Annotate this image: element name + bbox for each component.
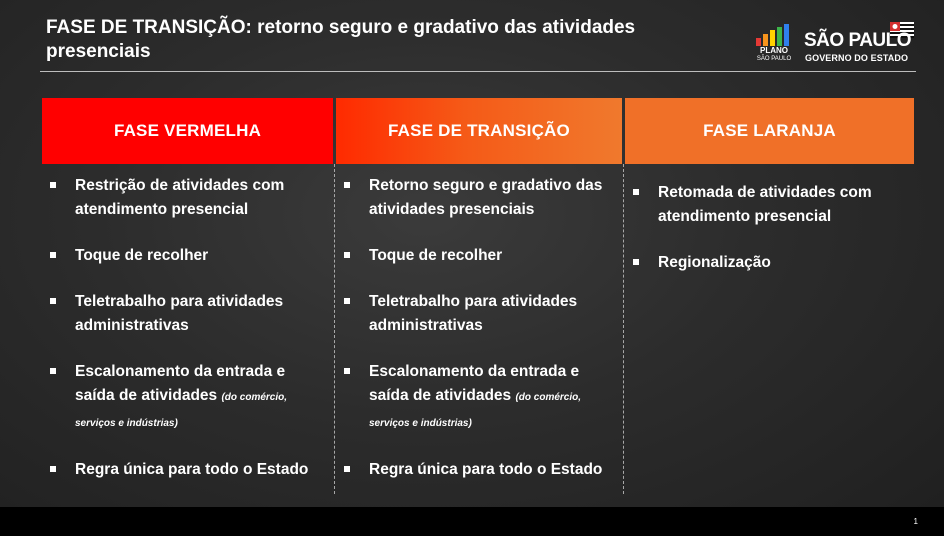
plano-bars-icon bbox=[756, 24, 792, 46]
list-item: Escalonamento da entrada e saída de atividades (do comércio, serviços e indústrias) bbox=[336, 360, 616, 436]
bullet-icon bbox=[633, 259, 639, 265]
header-fase-laranja: FASE LARANJA bbox=[625, 98, 914, 164]
column-divider bbox=[623, 164, 624, 494]
column-divider bbox=[334, 164, 335, 494]
bullet-icon bbox=[50, 368, 56, 374]
bullet-icon bbox=[344, 182, 350, 188]
column-fase-laranja bbox=[625, 98, 914, 494]
column-fase-vermelha bbox=[42, 98, 333, 494]
title-divider bbox=[40, 71, 916, 72]
bullet-icon bbox=[344, 298, 350, 304]
bullet-icon bbox=[344, 466, 350, 472]
bullet-icon bbox=[50, 252, 56, 258]
list-item: Toque de recolher bbox=[42, 244, 322, 268]
list-item: Regra única para todo o Estado bbox=[42, 458, 322, 482]
sp-logo-subtitle: GOVERNO DO ESTADO bbox=[805, 53, 909, 63]
list-item: Toque de recolher bbox=[336, 244, 616, 268]
header-fase-vermelha: FASE VERMELHA bbox=[42, 98, 333, 164]
bullet-icon bbox=[344, 368, 350, 374]
bullet-icon bbox=[50, 466, 56, 472]
list-item-note: (do comércio, serviços e indústrias) bbox=[75, 392, 288, 429]
bullet-icon bbox=[344, 252, 350, 258]
bullet-icon bbox=[50, 298, 56, 304]
plano-logo-subtext: SÃO PAULO bbox=[756, 56, 792, 62]
plano-logo-text: PLANO bbox=[760, 46, 788, 55]
list-fase-laranja bbox=[625, 181, 905, 297]
list-item: Escalonamento da entrada e saída de atividades (do comércio, serviços e indústrias) bbox=[42, 360, 322, 436]
footer-bar bbox=[0, 507, 944, 536]
list-item: Restrição de atividades com atendimento presencial bbox=[42, 174, 322, 222]
list-item: Teletrabalho para atividades administrativas bbox=[42, 290, 322, 338]
sp-logo-name: SÃO PAULO bbox=[804, 30, 912, 51]
column-fase-transicao bbox=[336, 98, 622, 494]
list-item: Retorno seguro e gradativo das atividades presenciais bbox=[336, 174, 616, 222]
list-item-note: (do comércio, serviços e indústrias) bbox=[369, 392, 582, 429]
list-fase-transicao bbox=[336, 174, 616, 504]
slide-title: FASE DE TRANSIÇÃO: retorno seguro e gradativo das atividades presenciais bbox=[46, 17, 636, 62]
list-fase-vermelha bbox=[42, 174, 322, 504]
list-item: Retomada de atividades com atendimento presencial bbox=[625, 181, 905, 229]
list-item: Regionalização bbox=[625, 251, 905, 275]
list-item: Teletrabalho para atividades administrativas bbox=[336, 290, 616, 338]
page-number: 1 bbox=[913, 517, 918, 526]
plano-sao-paulo-logo bbox=[752, 24, 796, 64]
header-fase-transicao: FASE DE TRANSIÇÃO bbox=[336, 98, 622, 164]
bullet-icon bbox=[633, 189, 639, 195]
list-item: Regra única para todo o Estado bbox=[336, 458, 616, 482]
bullet-icon bbox=[50, 182, 56, 188]
governo-sp-logo bbox=[804, 22, 920, 66]
